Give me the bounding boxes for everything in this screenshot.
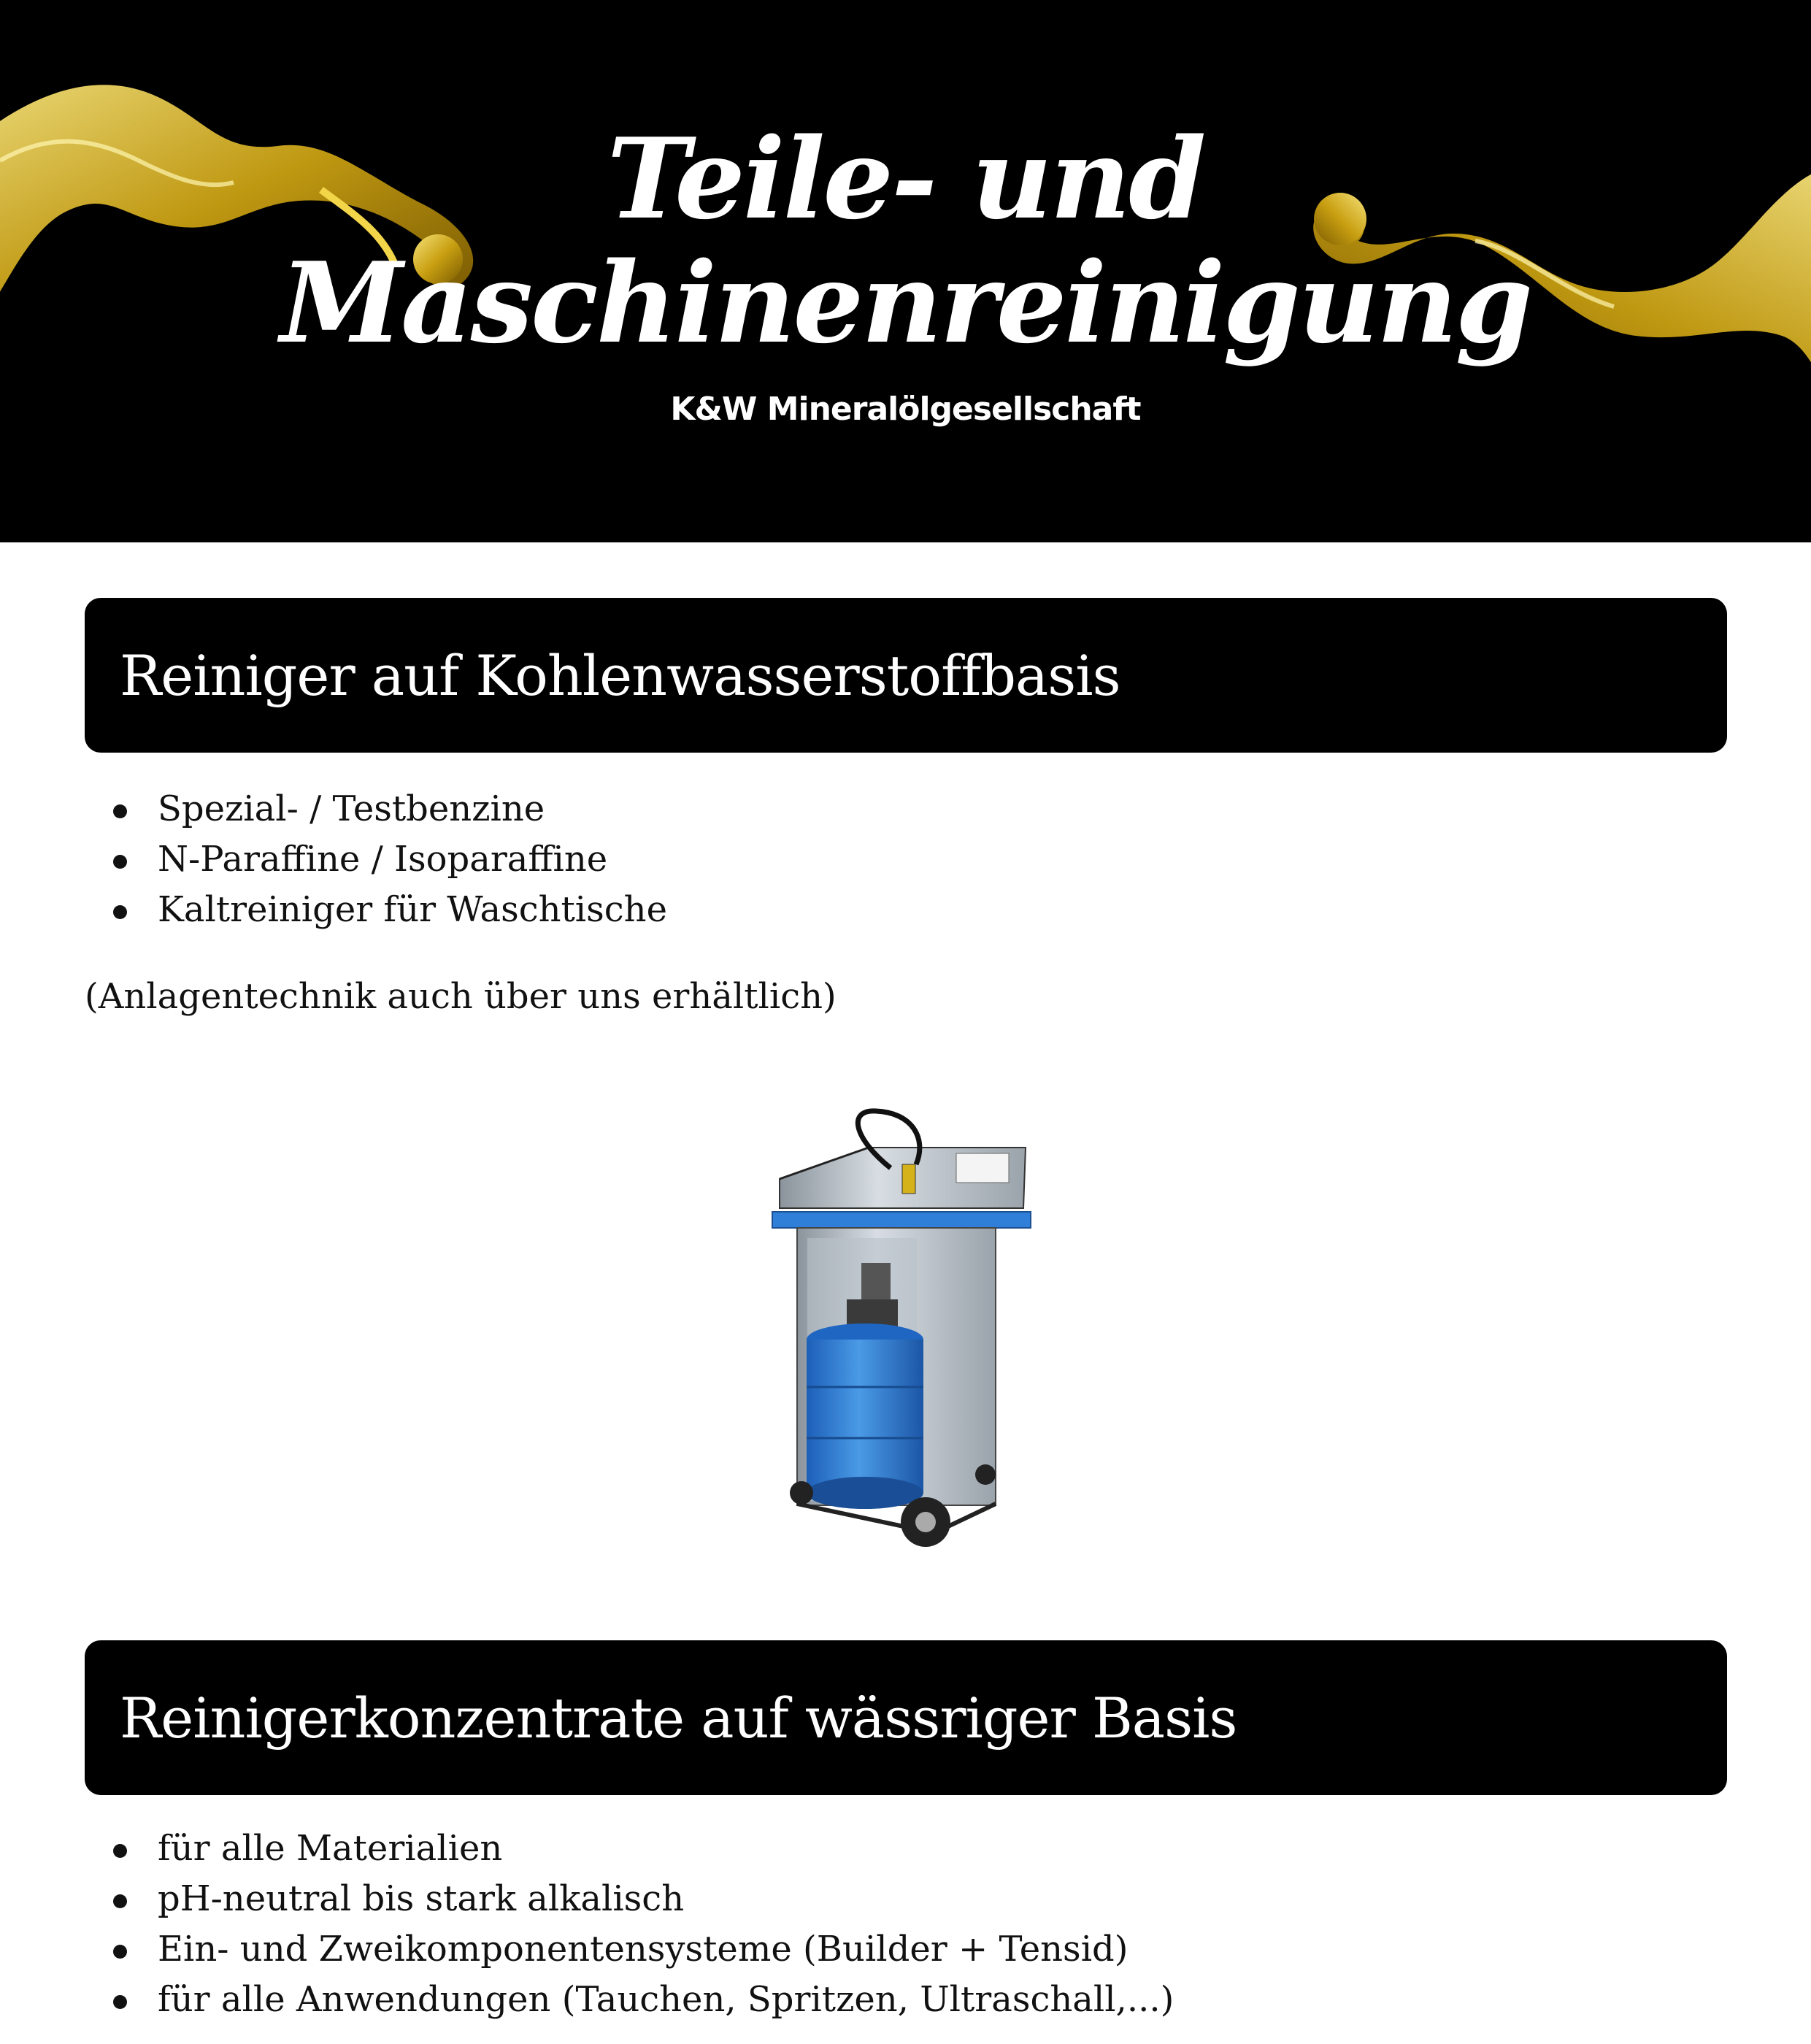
list-item: pH-neutral bis stark alkalisch [85, 1874, 1174, 1924]
page-title-line2: Maschinenreinigung [280, 237, 1531, 368]
list-item: Ein- und Zweikomponentensysteme (Builder + Tensid) [85, 1924, 1174, 1975]
list-item: Kaltreiniger für Waschtische [85, 885, 667, 935]
list-item: für alle Anwendungen (Tauchen, Spritzen, Ultraschall,...) [85, 1975, 1174, 2025]
parts-washer-icon [759, 1095, 1066, 1562]
company-name: K&W Mineralölgesellschaft [670, 391, 1141, 428]
section-heading: Reiniger auf Kohlenwasserstoffbasis [120, 642, 1120, 708]
page-title [0, 113, 1811, 368]
list-item: Spezial- / Testbenzine [85, 784, 667, 834]
section-header-hydrocarbon [85, 598, 1727, 753]
list-item: für alle Materialien [85, 1824, 1174, 1874]
aqueous-list [85, 1824, 1174, 2025]
hydrocarbon-list [85, 784, 667, 935]
equipment-note: (Anlagentechnik auch über uns erhältlich) [85, 976, 837, 1017]
hero-banner [0, 0, 1811, 542]
section-heading: Reinigerkonzentrate auf wässriger Basis [120, 1685, 1237, 1751]
section-header-aqueous [85, 1640, 1727, 1795]
page-title-line1: Teile- und [607, 113, 1204, 244]
list-item: N-Paraffine / Isoparaffine [85, 834, 667, 885]
